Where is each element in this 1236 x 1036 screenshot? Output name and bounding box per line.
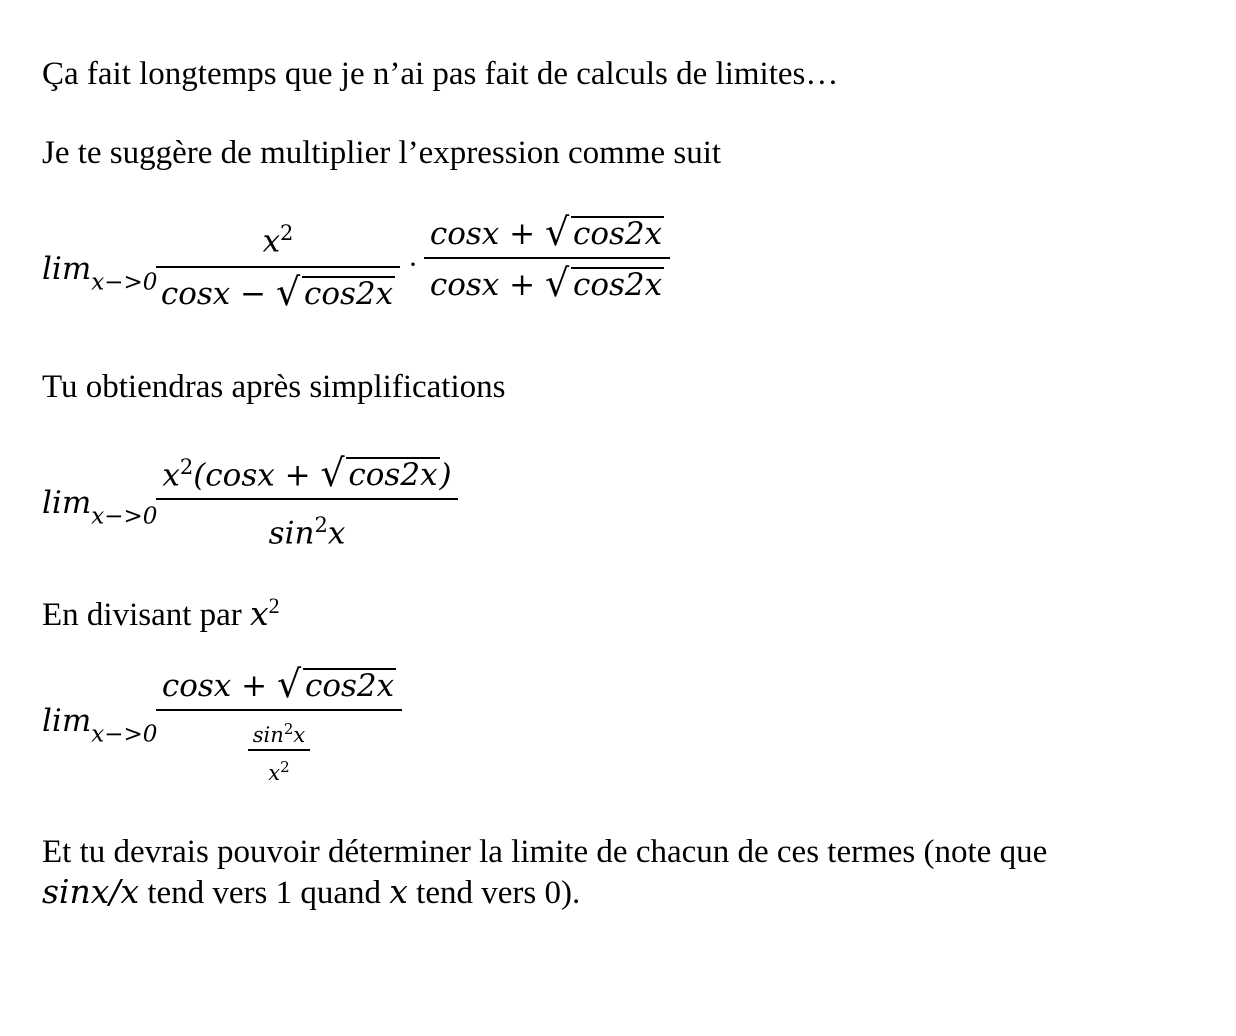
fraction-denominator bbox=[156, 717, 402, 787]
sub-fraction-denominator: $x^2$ bbox=[268, 758, 290, 785]
paragraph-intro: Ça fait longtemps que je n’ai pas fait de calculs de limites… bbox=[42, 56, 839, 92]
fraction-left-numerator: $x^2$ bbox=[262, 221, 294, 260]
fraction-right-numerator: cosx + √ cos2x bbox=[429, 210, 663, 254]
fraction-right bbox=[424, 210, 670, 305]
fraction-left bbox=[156, 216, 400, 315]
sub-fraction bbox=[248, 717, 310, 785]
limit-label: $\lim_{x->0}$ bbox=[42, 485, 158, 530]
limit-label: $\lim_{x->0}$ bbox=[42, 703, 158, 748]
paragraph-simplification: Tu obtiendras après simplifications bbox=[42, 369, 506, 405]
fraction-bar bbox=[156, 498, 458, 500]
formula-divided bbox=[42, 664, 542, 804]
paragraph-conclusion-line2: sinx/x tend vers 1 quand x tend vers 0). bbox=[42, 872, 581, 911]
fraction-bar bbox=[424, 257, 670, 259]
fraction-denominator: $\sin^2x$ bbox=[268, 513, 346, 552]
fraction-bar bbox=[156, 709, 402, 711]
paragraph-conclusion-line1: Et tu devrais pouvoir déterminer la limite de chacun de ces termes (note que bbox=[42, 834, 1048, 870]
fraction-numerator: $x^2(\cos x$ + √ cos2x) bbox=[162, 451, 452, 496]
multiplication-dot: · bbox=[408, 248, 418, 281]
fraction-right-denominator: cosx + √ cos2x bbox=[429, 261, 663, 305]
fraction-bar bbox=[156, 266, 400, 268]
fraction-simplified bbox=[156, 450, 458, 551]
fraction-left-denominator: cosx − √ cos2x bbox=[160, 270, 394, 315]
sub-fraction-bar bbox=[248, 749, 310, 751]
paragraph-suggestion: Je te suggère de multiplier l’expression comme suit bbox=[42, 135, 722, 171]
formula-multiply bbox=[42, 212, 742, 352]
formula-simplified bbox=[42, 446, 542, 586]
fraction-divided bbox=[156, 662, 402, 787]
paragraph-divide: En divisant par $x^2$ bbox=[42, 593, 280, 633]
limit-label: $\lim_{x->0}$ bbox=[42, 251, 158, 296]
fraction-numerator: cosx + √ cos2x bbox=[161, 662, 395, 706]
sub-fraction-numerator: $\sin^2x$ bbox=[252, 720, 306, 747]
